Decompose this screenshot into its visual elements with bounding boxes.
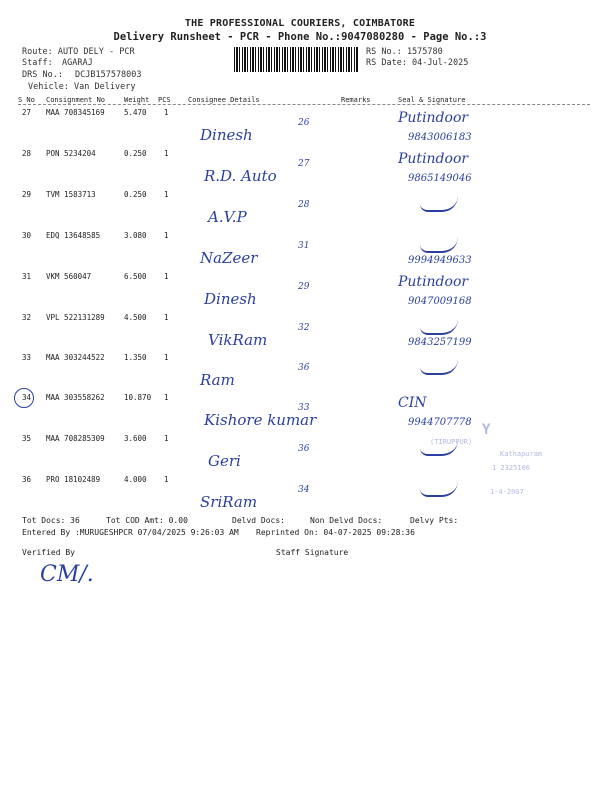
col-weight: Weight [124, 96, 150, 104]
rs-number: RS No.: 1575780 [366, 47, 443, 57]
consignee-name: Dinesh [204, 290, 257, 308]
cell-pcs: 1 [164, 190, 169, 199]
vehicle-text: Vehicle: Van Delivery [28, 82, 136, 92]
drs-value: DCJB157578003 [75, 70, 142, 80]
cell-consignment: EDQ 13648585 [46, 231, 101, 240]
non-delivered-docs: Non Delvd Docs: [310, 516, 383, 525]
drs-label: DRS No.: [22, 70, 63, 80]
cell-consignment: MAA 303244522 [46, 353, 105, 362]
consignee-name: A.V.P [208, 208, 247, 226]
total-cod: Tot COD Amt: 0.00 [106, 516, 188, 525]
consignee-number: 26 [298, 118, 310, 128]
total-docs: Tot Docs: 36 [22, 516, 80, 525]
cell-pcs: 1 [164, 272, 169, 281]
row-34-circle-mark [14, 388, 34, 408]
header-divider [18, 104, 590, 105]
scribble-signature [420, 319, 458, 335]
delivery-points: Delvy Pts: [410, 516, 459, 525]
reprinted-on: Reprinted On: 04-07-2025 09:28:36 [256, 528, 415, 537]
staff-value: AGARAJ [62, 58, 93, 68]
consignee-name: SriRam [200, 493, 258, 511]
recipient-phone: 9843257199 [408, 337, 472, 348]
cell-consignment: PRO 18102489 [46, 475, 101, 484]
cell-pcs: 1 [164, 108, 169, 117]
consignee-number: 36 [298, 363, 310, 373]
cell-pcs: 1 [164, 149, 169, 158]
cell-sno: 36 [22, 475, 32, 484]
consignee-number: 33 [298, 403, 310, 413]
cell-weight: 1.350 [124, 353, 147, 362]
rs-date: RS Date: 04-Jul-2025 [366, 58, 469, 68]
cell-weight: 3.080 [124, 231, 147, 240]
consignee-name: R.D. Auto [204, 167, 277, 185]
staff-label: Staff: [22, 58, 53, 68]
col-consignee: Consignee Details [188, 96, 260, 104]
cell-consignment: VPL 522131289 [46, 313, 105, 322]
recipient-phone: 9994949633 [408, 255, 472, 266]
verified-by-label: Verified By [22, 548, 75, 557]
stamp-line-2: Kathapuram [500, 450, 543, 458]
runsheet-subtitle: Delivery Runsheet - PCR - Phone No.:9047080280 - Page No.:3 [113, 31, 487, 43]
cell-consignment: TVM 1583713 [46, 190, 96, 199]
col-consignment: Consignment No [46, 96, 106, 104]
cell-pcs: 1 [164, 313, 169, 322]
col-remarks: Remarks [341, 96, 371, 104]
consignee-name: Ram [200, 371, 235, 389]
consignee-number: 28 [298, 200, 310, 210]
company-title: THE PROFESSIONAL COURIERS, COIMBATORE [184, 18, 416, 29]
cell-sno: 28 [22, 149, 32, 158]
recipient-phone: 9843006183 [408, 132, 472, 143]
consignee-number: 36 [298, 444, 310, 454]
scribble-signature [420, 359, 458, 375]
scribble-signature [420, 196, 458, 212]
stamp-line-1: (TIRUPPUR) [430, 438, 473, 446]
cell-weight: 6.500 [124, 272, 147, 281]
col-seal: Seal & Signature [398, 96, 466, 104]
consignee-number: 34 [298, 485, 310, 495]
cell-weight: 0.250 [124, 190, 147, 199]
recipient-phone: 9944707778 [408, 417, 472, 428]
stamp-line-4: 1-4-2007 [490, 488, 524, 496]
cell-weight: 5.470 [124, 108, 147, 117]
consignee-name: NaZeer [200, 249, 258, 267]
cell-weight: 0.250 [124, 149, 147, 158]
cell-weight: 10.870 [124, 393, 152, 402]
consignee-number: 31 [298, 241, 310, 251]
recipient-signature: Putindoor [398, 110, 469, 126]
company-stamp: Y (TIRUPPUR) Kathapuram 1 2325106 1-4-2007 [430, 422, 543, 496]
cell-consignment: MAA 708285309 [46, 434, 105, 443]
cell-pcs: 1 [164, 231, 169, 240]
cell-sno: 32 [22, 313, 32, 322]
cell-pcs: 1 [164, 475, 169, 484]
col-pcs: PCS [158, 96, 171, 104]
cell-pcs: 1 [164, 434, 169, 443]
consignee-number: 27 [298, 159, 310, 169]
cell-weight: 4.000 [124, 475, 147, 484]
consignee-number: 32 [298, 323, 310, 333]
cell-pcs: 1 [164, 353, 169, 362]
recipient-phone: 9865149046 [408, 173, 472, 184]
cell-consignment: PON 5234204 [46, 149, 96, 158]
consignee-name: Dinesh [200, 126, 253, 144]
cell-sno: 29 [22, 190, 32, 199]
barcode-image [234, 47, 358, 72]
staff-signature-label: Staff Signature [276, 548, 349, 557]
consignee-name: Kishore kumar [204, 411, 317, 429]
col-sno: S No [18, 96, 35, 104]
delivered-docs: Delvd Docs: [232, 516, 285, 525]
cell-sno: 27 [22, 108, 32, 117]
cell-sno: 31 [22, 272, 32, 281]
cell-consignment: MAA 303558262 [46, 393, 105, 402]
cell-consignment: VKM 560047 [46, 272, 92, 281]
consignee-name: Geri [208, 452, 241, 470]
verifier-signature: CM/. [40, 562, 94, 587]
recipient-signature: Putindoor [398, 274, 469, 290]
cell-sno: 35 [22, 434, 32, 443]
cell-sno: 30 [22, 231, 32, 240]
cell-weight: 3.600 [124, 434, 147, 443]
stamp-line-3: 1 2325106 [492, 464, 530, 472]
recipient-signature: Putindoor [398, 151, 469, 167]
cell-consignment: MAA 708345169 [46, 108, 105, 117]
consignee-name: VikRam [208, 331, 268, 349]
recipient-signature: CIN [398, 395, 427, 411]
entered-by: Entered By :MURUGESHPCR 07/04/2025 9:26:03 AM [22, 528, 239, 537]
cell-weight: 4.500 [124, 313, 147, 322]
cell-pcs: 1 [164, 393, 169, 402]
recipient-phone: 9047009168 [408, 296, 472, 307]
route-text: Route: AUTO DELY - PCR [22, 47, 135, 57]
consignee-number: 29 [298, 282, 310, 292]
scribble-signature [420, 237, 458, 253]
cell-sno: 34 [22, 393, 32, 402]
cell-sno: 33 [22, 353, 32, 362]
